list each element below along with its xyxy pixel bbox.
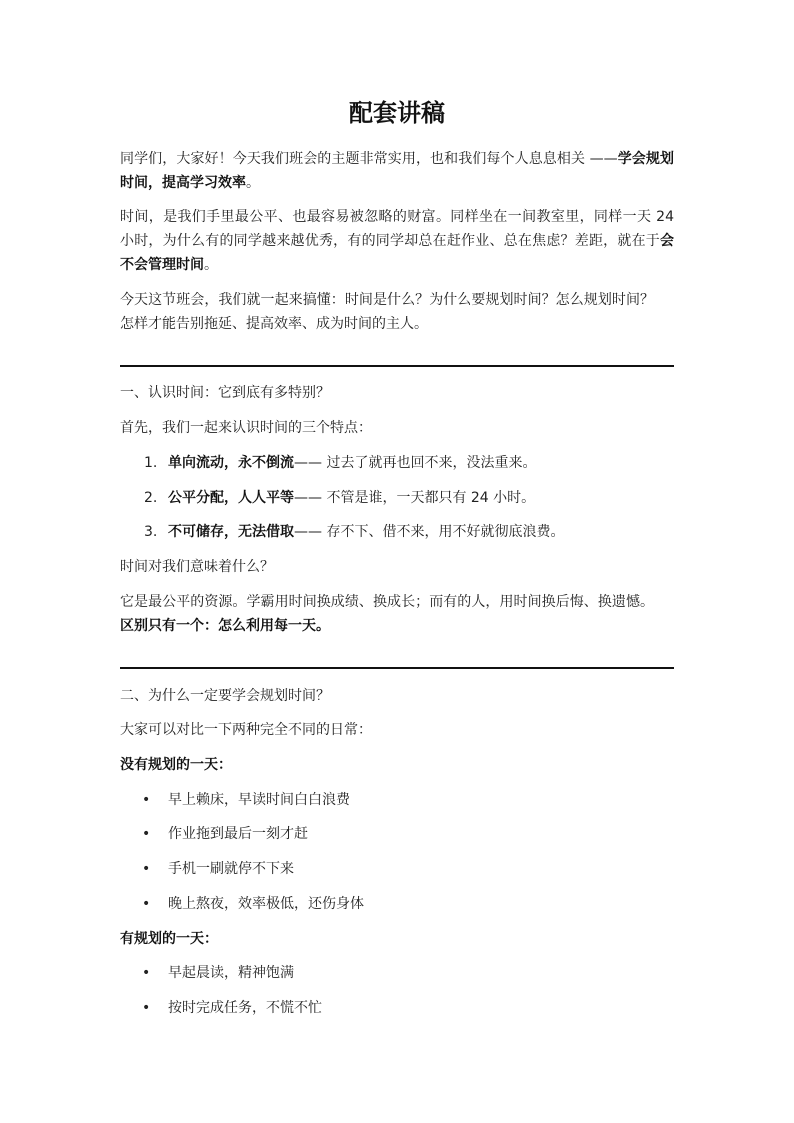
list-number: 3. (144, 524, 158, 540)
list-item-text: 早起晨读，精神饱满 (168, 965, 294, 981)
plan-label: 有规划的一天： (120, 931, 218, 947)
list-item-text: —— 不管是谁，一天都只有 24 小时。 (294, 490, 536, 506)
bullet-icon: • (142, 896, 151, 912)
list-item (144, 486, 535, 510)
bullet-icon: • (142, 1000, 151, 1016)
intro-p2-text: 时间，是我们手里最公平、也最容易被忽略的财富。同样坐在一间教室里，同样一天 24 小时，为什么有的同学越来越优秀，有的同学却总在赶作业、总在焦虑？差距，就在于 (120, 209, 674, 249)
bullet-icon: • (142, 792, 151, 808)
section-divider-1 (120, 365, 674, 367)
intro-paragraph-3: 今天这节班会，我们就一起来搞懂：时间是什么？为什么要规划时间？怎么规划时间？怎样才能告别拖延、提高效率、成为时间的主人。 (120, 292, 654, 332)
list-item-text: 晚上熬夜，效率极低，还伤身体 (168, 896, 364, 912)
list-number: 2. (144, 490, 158, 506)
section1-answer (120, 590, 654, 638)
list-item-text: —— 过去了就再也回不来，没法重来。 (294, 455, 537, 471)
section2-lead: 大家可以对比一下两种完全不同的日常： (120, 722, 372, 738)
intro-p2-bold: 会不会管理时间 (120, 233, 674, 273)
document-title: 配套讲稿 (349, 99, 445, 127)
list-number: 1. (144, 455, 158, 471)
list-item-bold: 单向流动，永不倒流 (168, 455, 294, 471)
list-item-text: 按时完成任务，不慌不忙 (168, 1000, 322, 1016)
bullet-icon: • (142, 965, 151, 981)
list-item-bold: 公平分配，人人平等 (168, 490, 294, 506)
list-item (144, 451, 536, 475)
section1-heading: 一、认识时间：它到底有多特别？ (120, 385, 330, 401)
list-item-bold: 不可储存，无法借取 (168, 524, 294, 540)
intro-p2-end: 。 (204, 257, 218, 273)
intro-p1-bold: 学会规划时间，提高学习效率 (120, 151, 674, 191)
intro-p1-end: 。 (246, 175, 260, 191)
bullet-icon: • (142, 861, 151, 877)
section1-question: 时间对我们意味着什么？ (120, 559, 274, 575)
list-item-text: —— 存不下、借不来，用不好就彻底浪费。 (294, 524, 565, 540)
section2-heading: 二、为什么一定要学会规划时间？ (120, 688, 330, 704)
bullet-icon: • (142, 826, 151, 842)
list-item-text: 手机一刷就停不下来 (168, 861, 294, 877)
intro-paragraph-2 (120, 205, 674, 277)
intro-paragraph-1 (120, 147, 674, 195)
intro-p1-text: 同学们，大家好！今天我们班会的主题非常实用，也和我们每个人息息相关 —— (120, 151, 618, 167)
section1-lead: 首先，我们一起来认识时间的三个特点： (120, 420, 372, 436)
section1-answer-text: 它是最公平的资源。学霸用时间换成绩、换成长；而有的人，用时间换后悔、换遗憾。 (120, 594, 654, 610)
section1-answer-bold: 区别只有一个：怎么利用每一天。 (120, 618, 330, 634)
list-item (144, 520, 564, 544)
no-plan-label: 没有规划的一天： (120, 757, 232, 773)
section-divider-2 (120, 667, 674, 669)
list-item-text: 作业拖到最后一刻才赶 (168, 826, 308, 842)
list-item-text: 早上赖床，早读时间白白浪费 (168, 792, 350, 808)
